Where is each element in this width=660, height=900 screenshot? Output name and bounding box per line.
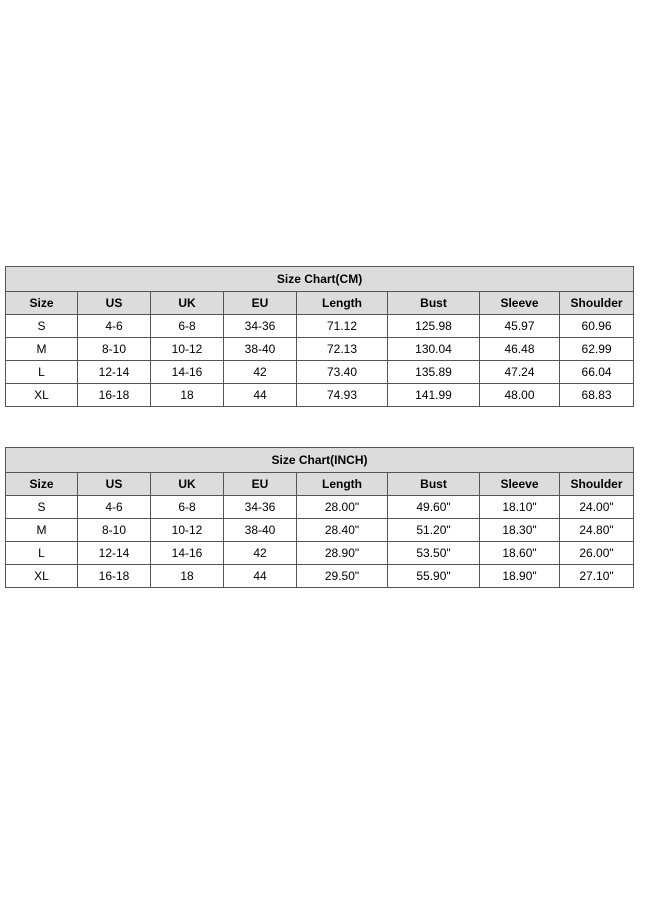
column-header: Length <box>297 473 388 496</box>
table-cell: 44 <box>224 565 297 588</box>
table-cell: 73.40 <box>297 361 388 384</box>
table-cell: 18 <box>151 384 224 407</box>
table-title: Size Chart(INCH) <box>6 448 634 473</box>
column-header: Size <box>6 473 78 496</box>
column-header: Shoulder <box>560 473 634 496</box>
table-cell: S <box>6 315 78 338</box>
column-header: Sleeve <box>480 292 560 315</box>
table-cell: 16-18 <box>78 565 151 588</box>
table-cell: 18.90" <box>480 565 560 588</box>
table-cell: L <box>6 361 78 384</box>
table-cell: 38-40 <box>224 338 297 361</box>
table-row <box>6 565 634 588</box>
table-cell: XL <box>6 384 78 407</box>
table-cell: 72.13 <box>297 338 388 361</box>
table-cell: 42 <box>224 361 297 384</box>
table-cell: 28.40" <box>297 519 388 542</box>
table-cell: L <box>6 542 78 565</box>
table-cell: 4-6 <box>78 315 151 338</box>
table-cell: 12-14 <box>78 542 151 565</box>
table-cell: 18.30" <box>480 519 560 542</box>
table-row <box>6 315 634 338</box>
table-cell: 66.04 <box>560 361 634 384</box>
column-header: US <box>78 473 151 496</box>
size-chart-cm-table <box>5 266 634 407</box>
column-header: Size <box>6 292 78 315</box>
table-cell: 51.20" <box>388 519 480 542</box>
table-header-row <box>6 473 634 496</box>
table-cell: 34-36 <box>224 496 297 519</box>
column-header: Bust <box>388 473 480 496</box>
table-cell: 49.60" <box>388 496 480 519</box>
table-cell: 28.00" <box>297 496 388 519</box>
column-header: UK <box>151 473 224 496</box>
table-cell: 18.60" <box>480 542 560 565</box>
table-cell: 14-16 <box>151 361 224 384</box>
column-header: EU <box>224 473 297 496</box>
table-cell: 16-18 <box>78 384 151 407</box>
table-cell: 10-12 <box>151 519 224 542</box>
table-cell: S <box>6 496 78 519</box>
table-cell: 24.00" <box>560 496 634 519</box>
table-cell: 62.99 <box>560 338 634 361</box>
table-cell: 45.97 <box>480 315 560 338</box>
table-row <box>6 496 634 519</box>
column-header: Shoulder <box>560 292 634 315</box>
table-cell: M <box>6 338 78 361</box>
column-header: Sleeve <box>480 473 560 496</box>
table-cell: 29.50" <box>297 565 388 588</box>
table-cell: 46.48 <box>480 338 560 361</box>
table-cell: 34-36 <box>224 315 297 338</box>
table-cell: 12-14 <box>78 361 151 384</box>
table-header-row <box>6 292 634 315</box>
table-cell: 74.93 <box>297 384 388 407</box>
table-cell: 130.04 <box>388 338 480 361</box>
table-cell: 141.99 <box>388 384 480 407</box>
table-cell: 28.90" <box>297 542 388 565</box>
table-cell: 55.90" <box>388 565 480 588</box>
table-row <box>6 338 634 361</box>
table-cell: 135.89 <box>388 361 480 384</box>
column-header: US <box>78 292 151 315</box>
table-cell: 38-40 <box>224 519 297 542</box>
table-row <box>6 542 634 565</box>
table-cell: 53.50" <box>388 542 480 565</box>
table-cell: 8-10 <box>78 519 151 542</box>
table-cell: 60.96 <box>560 315 634 338</box>
column-header: UK <box>151 292 224 315</box>
table-cell: 18.10" <box>480 496 560 519</box>
table-title-row <box>6 448 634 473</box>
table-cell: 6-8 <box>151 496 224 519</box>
table-row <box>6 384 634 407</box>
table-cell: 14-16 <box>151 542 224 565</box>
table-cell: 48.00 <box>480 384 560 407</box>
table-cell: 27.10" <box>560 565 634 588</box>
table-cell: 47.24 <box>480 361 560 384</box>
table-cell: 68.83 <box>560 384 634 407</box>
table-cell: 44 <box>224 384 297 407</box>
table-cell: M <box>6 519 78 542</box>
column-header: Length <box>297 292 388 315</box>
table-cell: 26.00" <box>560 542 634 565</box>
table-cell: 24.80" <box>560 519 634 542</box>
table-cell: 4-6 <box>78 496 151 519</box>
table-cell: 6-8 <box>151 315 224 338</box>
table-cell: 18 <box>151 565 224 588</box>
table-cell: 71.12 <box>297 315 388 338</box>
table-title: Size Chart(CM) <box>6 267 634 292</box>
size-chart-inch-table <box>5 447 634 588</box>
column-header: Bust <box>388 292 480 315</box>
table-cell: 10-12 <box>151 338 224 361</box>
table-cell: XL <box>6 565 78 588</box>
column-header: EU <box>224 292 297 315</box>
table-row <box>6 519 634 542</box>
table-title-row <box>6 267 634 292</box>
table-cell: 8-10 <box>78 338 151 361</box>
table-row <box>6 361 634 384</box>
table-cell: 42 <box>224 542 297 565</box>
table-cell: 125.98 <box>388 315 480 338</box>
